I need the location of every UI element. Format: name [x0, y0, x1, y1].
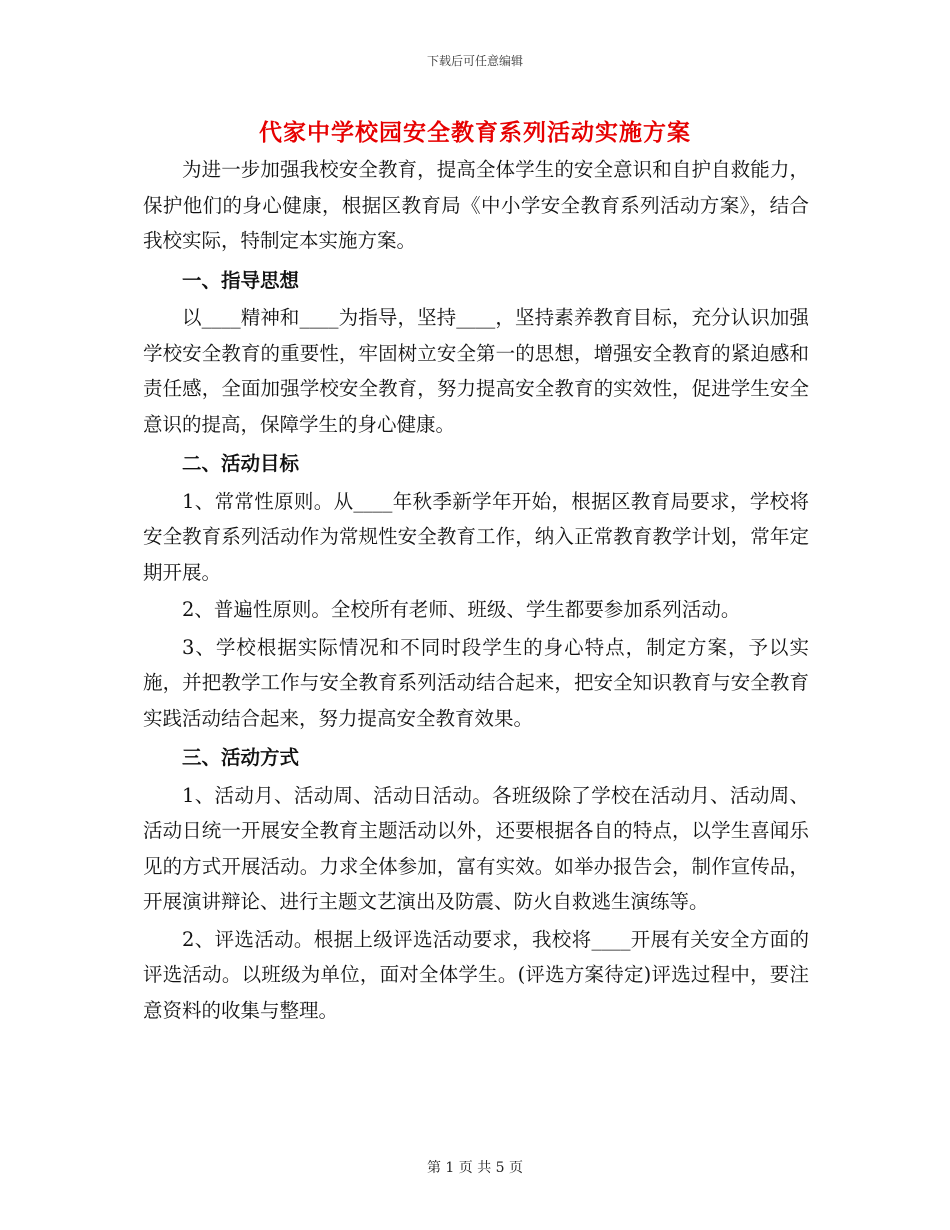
section-heading-activity-methods: 三、活动方式 [182, 746, 300, 769]
section-paragraph: 1、常常性原则。从____年秋季新学年开始，根据区教育局要求，学校将安全教育系列活动作为常规性安全教育工作，纳入正常教育教学计划，常年定期开展。 [143, 489, 809, 584]
section-heading-guiding-ideology: 一、指导思想 [182, 268, 300, 292]
section-paragraph: 2、普遍性原则。全校所有老师、班级、学生都要参加系列活动。 [182, 598, 741, 621]
document-title: 代家中学校园安全教育系列活动实施方案 [259, 119, 691, 146]
page-header: 下载后可任意编辑 [426, 54, 523, 68]
section-paragraph: 2、评选活动。根据上级评选活动要求，我校将____开展有关安全方面的评选活动。以班级为单位，面对全体学生。(评选方案待定)评选过程中，要注意资料的收集与整理。 [143, 927, 809, 1022]
intro-paragraph: 为进一步加强我校安全教育，提高全体学生的安全意识和自护自救能力，保护他们的身心健康，根据区教育局《中小学安全教育系列活动方案》，结合我校实际，特制定本实施方案。 [143, 158, 809, 252]
section-paragraph: 1、活动月、活动周、活动日活动。各班级除了学校在活动月、活动周、活动日统一开展安全教育主题活动以外，还要根据各自的特点，以学生喜闻乐见的方式开展活动。力求全体参加，富有实效。如举办报告会，制作宣传品，开展演讲辩论、进行主题文艺演出及防震、防火自救逃生演练等。 [143, 783, 809, 913]
section-paragraph: 以____精神和____为指导，坚持____，坚持素养教育目标，充分认识加强学校安全教育的重要性，牢固树立安全第一的思想，增强安全教育的紧迫感和责任感，全面加强学校安全教育，努力提高安全教育的实效性，促进学生安全意识的提高，保障学生的身心健康。 [143, 306, 809, 436]
page-footer: 第 1 页 共 5 页 [426, 1160, 524, 1176]
section-heading-activity-goals: 二、活动目标 [182, 452, 300, 475]
section-paragraph: 3、学校根据实际情况和不同时段学生的身心特点，制定方案，予以实施，并把教学工作与安全教育系列活动结合起来，把安全知识教育与安全教育实践活动结合起来，努力提高安全教育效果。 [143, 635, 809, 730]
document-body [143, 152, 809, 1030]
